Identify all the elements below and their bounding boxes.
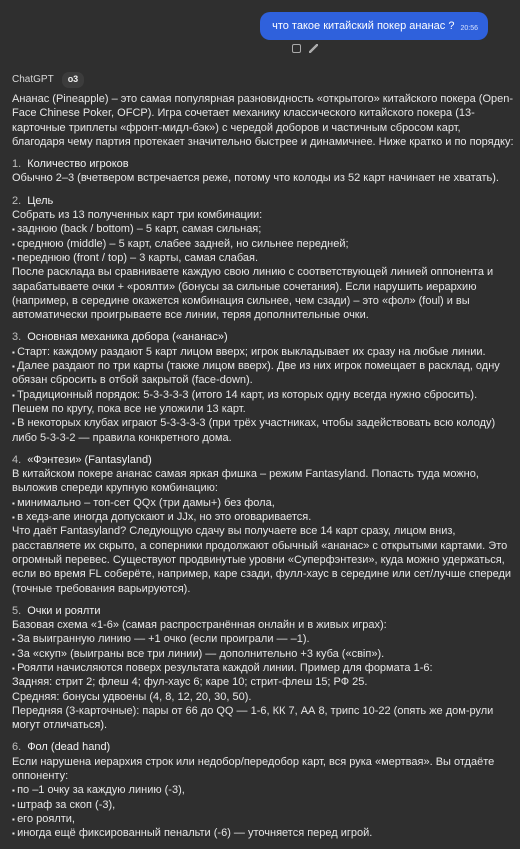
bullet-item: ▪ его роялти, (12, 812, 514, 826)
section (12, 740, 514, 840)
section (12, 453, 514, 596)
section-text: Обычно 2–3 (вчетвером встречается реже, потому что колоды из 52 карт начинает не хватать). (12, 172, 499, 185)
bullet-item: ▪ Далее раздают по три карты (также лицом вверх). Две из них игрок помещает в расклад, одну обязан сбросить в отбой закрытой (face-down). (12, 359, 514, 388)
section-heading (12, 453, 514, 467)
bullet-item: ▪ по –1 очку за каждую линию (-3), (12, 783, 514, 797)
section-number: 3. (12, 331, 22, 344)
section-text: Собрать из 13 полученных карт три комбинации: (12, 209, 263, 222)
bullet-item: ▪ заднюю (back / bottom) – 5 карт, самая сильная; (12, 222, 514, 236)
bullet-item: ▪ штраф за скоп (-3), (12, 798, 514, 812)
assistant-header (12, 72, 84, 88)
user-message-text: что такое китайский покер ананас ? (272, 20, 455, 32)
intro-paragraph: Ананас (Pineapple) – это самая популярная разновидность «открытого» китайского покера (Open-Face Chinese Poker, OFCP). Игра сочетает механику классического китайского покера (13-карточные триплеты «фронт-мидл-бэк») с чередой доборов и частичным сбросом карт, благодаря чему партия протекает значительно быстрее и динамичнее. Ниже кратко и по порядку: (12, 93, 514, 148)
section-text: Задняя: стрит 2; флеш 4; фул-хаус 6; каре 10; стрит-флеш 15; РФ 25. (12, 676, 368, 689)
bullet-item: ▪ За выигранную линию — +1 очко (если проиграли — –1). (12, 632, 514, 646)
model-badge[interactable]: o3 (62, 72, 85, 88)
section-number: 4. (12, 453, 22, 466)
bullet-item: ▪ в хедз-апе иногда допускают и JJx, но это оговаривается. (12, 510, 514, 524)
bullet-item: ▪ Роялти начисляются поверх результата каждой линии. Пример для формата 1-6: (12, 661, 514, 675)
section-heading (12, 740, 514, 754)
section-number: 6. (12, 741, 22, 754)
bullet-item: ▪ Традиционный порядок: 5-3-3-3-3 (итого 14 карт, из которых одну всегда нужно сбросить). Пешем по кругу, пока все не уложили 13 карт. (12, 388, 514, 417)
bullet-item: ▪ Старт: каждому раздают 5 карт лицом вверх; игрок выкладывает их сразу на любые линии. (12, 345, 514, 359)
section-number: 5. (12, 604, 22, 617)
section-text: Передняя (3-карточные): пары от 66 до QQ — 1-6, КК 7, АА 8, трипс 10-22 (опять же дом-рули могут отличаться). (12, 704, 494, 732)
bullet-item: ▪ переднюю (front / top) – 3 карты, самая слабая. (12, 251, 514, 265)
bullet-item: ▪ иногда ещё фиксированный пенальти (-6) — уточняется перед игрой. (12, 826, 514, 840)
section-heading (12, 194, 514, 208)
section-number: 2. (12, 194, 22, 207)
assistant-response (12, 92, 514, 849)
section-title: Фол (dead hand) (27, 741, 111, 754)
bullet-item: ▪ среднюю (middle) – 5 карт, слабее задней, но сильнее передней; (12, 237, 514, 251)
section-heading (12, 330, 514, 344)
assistant-name: ChatGPT (12, 74, 54, 86)
section-text: После расклада вы сравниваете каждую свою линию с соответствующей линией оппонента и зарабатываете очки + «роялти» (бонусы за сильные сочетания). Если нарушить иерархию (например, в середине окажется комбинация сильнее, чем сзади) – это «фол» (foul) и вы автоматически проигрываете все линии, теряя дополнительные очки. (12, 266, 494, 322)
user-message-bubble (260, 12, 488, 40)
section-heading (12, 604, 514, 618)
section-title: Очки и роялти (27, 604, 101, 617)
section (12, 330, 514, 444)
bullet-item: ▪ минимально – топ-сет QQx (три дамы+) без фола, (12, 496, 514, 510)
section-title: Количество игроков (27, 158, 129, 171)
bullet-item: ▪ За «скуп» (выиграны все три линии) — дополнительно +3 куба («свіп»). (12, 647, 514, 661)
message-time: 20:56 (460, 25, 478, 33)
copy-icon[interactable] (292, 44, 301, 53)
edit-icon[interactable] (309, 44, 318, 53)
section-title: Основная механика добора («ананас») (27, 331, 228, 344)
section-text: В китайском покере ананас самая яркая фишка – режим Fantasyland. Попасть туда можно, выложив спереди крупную комбинацию: (12, 468, 479, 495)
section (12, 194, 514, 323)
section-heading (12, 157, 514, 171)
section-number: 1. (12, 158, 22, 171)
section (12, 157, 514, 186)
section-text: Что даёт Fantasyland? Следующую сдачу вы получаете все 14 карт сразу, лицом вниз, расставляете их скрыто, а соперники продолжают обычный «ананас» с открытыми картами. Это огромный перевес. Существуют продвинутые уровни «Суперфэнтези», куда можно удержаться, если во время FL соберёте, например, каре сзади, фулл-хаус в середине или сет/лучше спереди (точные требования варьируются). (12, 525, 512, 595)
section-text: Если нарушена иерархия строк или недобор/передобор карт, вся рука «мертвая». Вы отдаёте оппоненту: (12, 755, 495, 783)
section (12, 604, 514, 733)
section-title: Цель (27, 194, 54, 207)
section-text: Базовая схема «1-6» (самая распространённая онлайн и в живых играх): (12, 619, 387, 632)
bullet-item: ▪ В некоторых клубах играют 5-3-3-3-3 (при трёх участниках, чтобы задействовать всю колоду) либо 5-3-3-2 — правила конкретного дома. (12, 416, 514, 445)
user-message (260, 12, 488, 40)
message-actions (292, 44, 318, 53)
section-text: Средняя: бонусы удвоены (4, 8, 12, 20, 30, 50). (12, 690, 252, 703)
section-title: «Фэнтези» (Fantasyland) (27, 453, 152, 466)
